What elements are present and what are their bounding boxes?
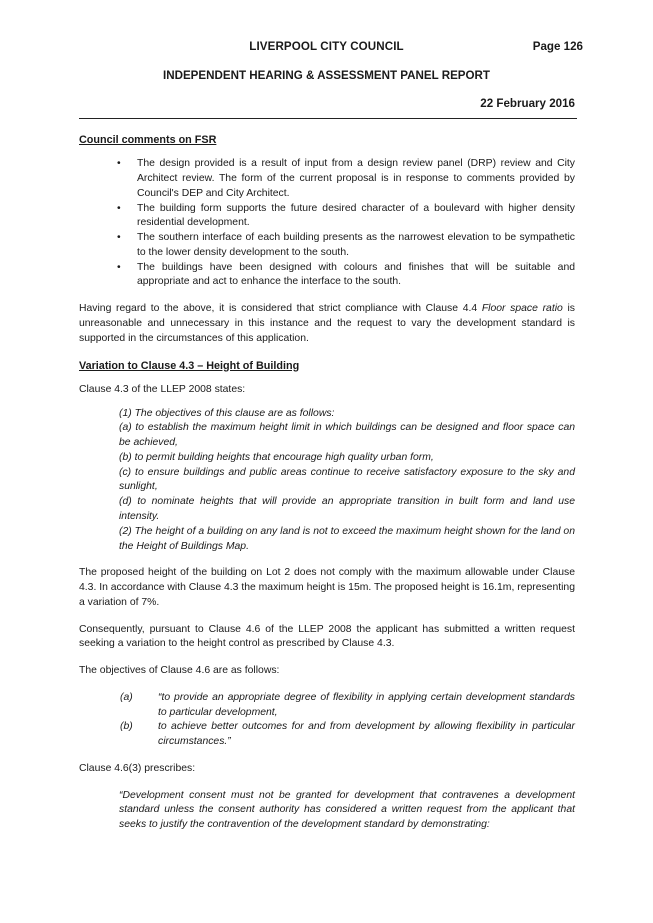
objective-label: (b) <box>120 721 133 733</box>
clause-quote <box>119 407 575 555</box>
clause-line: (2) The height of a building on any land is not to exceed the maximum height shown for the land on the Height of Buildings Map. <box>119 525 575 552</box>
clause-line: (d) to nominate heights that will provide an appropriate transition in built form and land use intensity. <box>119 496 575 522</box>
report-title: INDEPENDENT HEARING & ASSESSMENT PANEL REPORT <box>162 69 491 82</box>
conclusion-text-start: Having regard to the above, it is considered that strict compliance with Clause 4.4 <box>79 303 482 315</box>
height-paragraph: The proposed height of the building on Lot 2 does not comply with the maximum allowable under Clause 4.3. In accordance with Clause 4.3 the maximum height is 15m. The proposed height is 16.1m, representing a variation of 7%. <box>79 567 575 608</box>
clause-line: (b) to permit building heights that encourage high quality urban form, <box>119 451 434 463</box>
objectives-intro: The objectives of Clause 4.6 are as follows: <box>79 665 280 677</box>
objective-text: to achieve better outcomes for and from development by allowing flexibility in particular circumstances.” <box>158 721 575 748</box>
prescribes-quote: “Development consent must not be granted for development that contravenes a development standard unless the consent authority has considered a written request from the applicant that seeks to justify the contravention of the development standard by demonstrating: <box>119 789 575 831</box>
page-content <box>79 133 575 833</box>
list-item: • The southern interface of each building presents as the narrowest elevation to be sympathetic to the lower density development to the south. <box>137 231 575 261</box>
council-name: LIVERPOOL CITY COUNCIL <box>249 40 404 53</box>
objective-row <box>120 691 575 721</box>
prescribes-intro: Clause 4.6(3) prescribes: <box>79 762 196 774</box>
fsr-conclusion-paragraph <box>79 302 575 346</box>
list-item: • The building form supports the future desired character of a boulevard with higher density residential development. <box>137 202 575 232</box>
conclusion-text-end: is unreasonable and unnecessary in this instance and the request to vary the development standard is supported in the circumstances of this application. <box>79 303 575 344</box>
clause-intro: Clause 4.3 of the LLEP 2008 states: <box>79 383 246 395</box>
list-item: • The buildings have been designed with colours and finishes that will be suitable and appropriate and act to enhance the interface to the south. <box>137 261 575 291</box>
clause-line: (1) The objectives of this clause are as follows: <box>119 407 335 419</box>
clause-line: (a) to establish the maximum height limit in which buildings can be designed and floor space can be achieved, <box>119 422 575 449</box>
section-heading-height: Variation to Clause 4.3 – Height of Building <box>79 359 300 372</box>
header-divider <box>79 118 577 119</box>
variation-request-paragraph: Consequently, pursuant to Clause 4.6 of the LLEP 2008 the applicant has submitted a written request seeking a variation to the height control as prescribed by Clause 4.3. <box>79 623 575 650</box>
objective-text: “to provide an appropriate degree of flexibility in applying certain development standards to particular development, <box>158 691 575 718</box>
page-number: Page 126 <box>532 40 583 53</box>
section-heading-fsr: Council comments on FSR <box>79 134 217 146</box>
fsr-comments-list <box>79 157 575 290</box>
report-date: 22 February 2016 <box>480 97 575 110</box>
conclusion-text-italic: Floor space ratio <box>481 303 563 315</box>
clause-line: (c) to ensure buildings and public areas continue to receive satisfactory exposure to the sky and sunlight, <box>119 466 575 493</box>
objective-row <box>120 720 575 750</box>
prescribes-quote-block <box>119 789 575 833</box>
objective-label: (a) <box>120 691 133 703</box>
list-item: • The design provided is a result of input from a design review panel (DRP) review and City Architect review. The form of the current proposal is in response to comments provided by Council's DEP and City Architect. <box>137 157 575 201</box>
